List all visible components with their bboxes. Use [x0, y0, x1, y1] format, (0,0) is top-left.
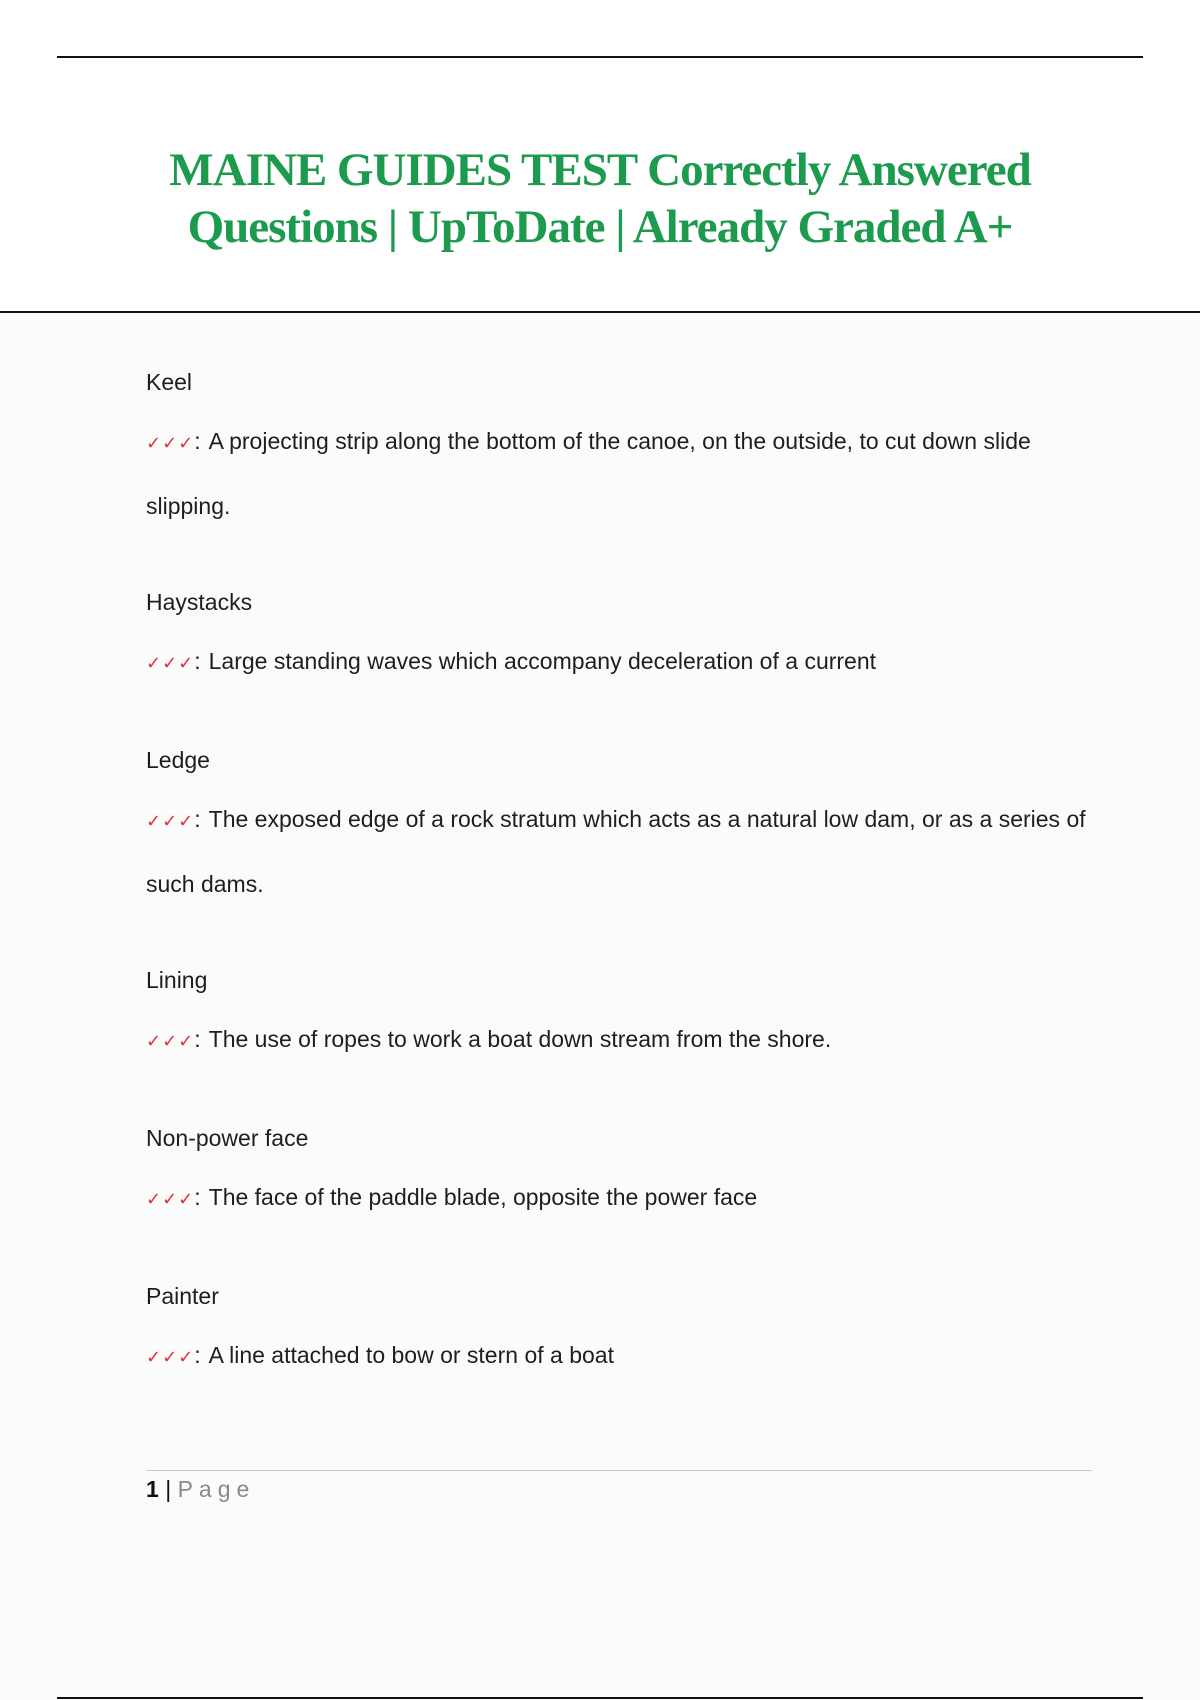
term: Keel	[146, 369, 193, 395]
top-rule	[57, 56, 1143, 58]
answer-separator: :	[194, 1342, 201, 1368]
answer-separator: :	[194, 806, 201, 832]
title-line-2: Questions | UpToDate | Already Graded A+	[187, 201, 1013, 253]
answer-text: A projecting strip along the bottom of the canoe, on the outside, to cut down slide slipping.	[146, 428, 1031, 519]
answer	[146, 788, 1106, 915]
term: Ledge	[146, 747, 210, 773]
qa-item	[146, 959, 1106, 1073]
answer-separator: :	[194, 1026, 201, 1052]
answer	[146, 410, 1106, 537]
qa-item	[146, 581, 1106, 695]
term: Painter	[146, 1283, 219, 1309]
answer-separator: :	[194, 648, 201, 674]
footer-separator: |	[165, 1476, 172, 1502]
term: Lining	[146, 967, 208, 993]
title-block	[0, 142, 1200, 256]
term: Non-power face	[146, 1125, 309, 1151]
answer-text: The use of ropes to work a boat down stream from the shore.	[208, 1026, 832, 1052]
page-number: 1	[146, 1476, 159, 1502]
answer	[146, 630, 1106, 695]
page-label: Page	[177, 1476, 256, 1502]
page-footer	[146, 1474, 255, 1504]
check-marks-icon: ✓✓✓	[146, 1031, 195, 1052]
answer	[146, 1008, 1106, 1073]
qa-item	[146, 739, 1106, 915]
answer	[146, 1166, 1106, 1231]
check-marks-icon: ✓✓✓	[146, 1189, 195, 1210]
title-line-1: MAINE GUIDES TEST Correctly Answered	[169, 144, 1031, 196]
qa-list	[146, 361, 1106, 1433]
qa-item	[146, 361, 1106, 537]
document-title	[0, 142, 1200, 256]
check-marks-icon: ✓✓✓	[146, 811, 195, 832]
answer-separator: :	[194, 1184, 201, 1210]
answer-separator: :	[194, 428, 201, 454]
qa-item	[146, 1275, 1106, 1389]
bottom-rule	[57, 1697, 1143, 1699]
answer-text: The face of the paddle blade, opposite the power face	[208, 1184, 758, 1210]
answer-text: A line attached to bow or stern of a boat	[208, 1342, 614, 1368]
answer	[146, 1324, 1106, 1389]
check-marks-icon: ✓✓✓	[146, 1347, 195, 1368]
answer-text: Large standing waves which accompany deceleration of a current	[208, 648, 877, 674]
answer-text: The exposed edge of a rock stratum which acts as a natural low dam, or as a series of such dams.	[146, 806, 1086, 897]
check-marks-icon: ✓✓✓	[146, 433, 195, 454]
term: Haystacks	[146, 589, 253, 615]
check-marks-icon: ✓✓✓	[146, 653, 195, 674]
qa-item	[146, 1117, 1106, 1231]
footer-rule	[146, 1470, 1092, 1471]
